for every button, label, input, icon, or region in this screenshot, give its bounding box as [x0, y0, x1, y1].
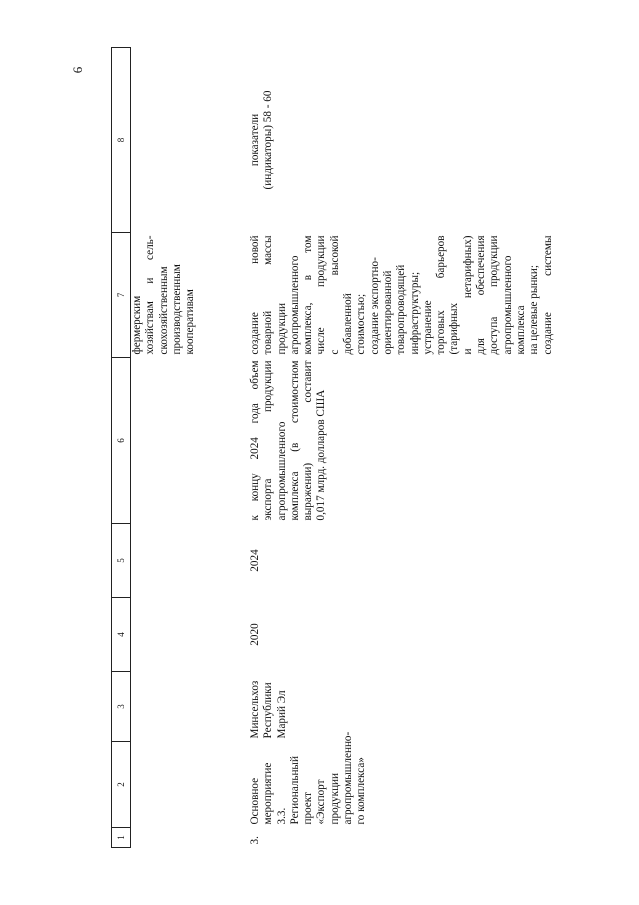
text-line: производственным — [170, 264, 183, 355]
text-line: экспорта продукции — [262, 360, 275, 521]
main-directions-cell — [246, 233, 555, 358]
text-line: создание системы — [541, 235, 554, 355]
text-line: Минсельхоз — [249, 680, 261, 739]
continuation-cell — [131, 233, 247, 358]
text-line: товарной массы — [262, 235, 275, 355]
text-line: для обеспечения — [475, 235, 488, 355]
expected-result-cell — [246, 358, 555, 524]
text-line: с высокой — [328, 235, 341, 355]
text-line: проект «Экспорт — [302, 779, 328, 825]
text-line: комплекса (в стоимостном — [288, 360, 301, 521]
text-line: го комплекса» — [355, 757, 368, 825]
column-number-row — [112, 48, 131, 848]
column-number: 4 — [112, 598, 131, 672]
column-number: 5 — [112, 524, 131, 598]
column-number: 1 — [112, 828, 131, 848]
text-line: кооперативам — [184, 289, 197, 355]
text-line: Марий Эл — [275, 690, 288, 739]
row-number: 3. — [249, 836, 261, 845]
text-line: продукции — [328, 772, 341, 825]
text-line: товаропроводящей — [395, 264, 408, 355]
text-line: агропромышленного — [501, 255, 514, 355]
text-line: агропромышленного — [288, 255, 301, 355]
text-line: продукции — [275, 302, 288, 355]
text-line: (индикаторы) 58 - 60 — [262, 90, 275, 190]
text-line: на целевые рынки; — [528, 265, 541, 355]
column-number: 7 — [112, 233, 131, 358]
text-line: показатели — [249, 113, 261, 167]
text-line: мероприятие 3.3. — [262, 762, 288, 825]
column-number: 3 — [112, 672, 131, 742]
text-line: хозяйствам и сель- — [144, 235, 157, 355]
text-line: устранение — [421, 300, 434, 355]
text-line: Основное — [249, 777, 261, 825]
column-number: 8 — [112, 48, 131, 233]
text-line: агропромышленно- — [342, 731, 355, 825]
start-year-cell: 2020 — [249, 623, 261, 646]
text-line: скохозяйственным — [157, 266, 170, 355]
text-line: доступа продукции — [488, 235, 501, 355]
text-line: Республики — [262, 682, 275, 739]
text-line: к концу 2024 года объем — [249, 360, 261, 521]
text-line: Региональный — [288, 756, 301, 825]
text-line: фермерским — [131, 295, 143, 355]
text-line: и нетарифных) — [461, 235, 474, 355]
text-line: торговых барьеров — [435, 235, 448, 355]
text-line: числе продукции — [315, 235, 328, 355]
table-container — [111, 48, 639, 848]
text-line: инфраструктуры; — [408, 271, 421, 355]
text-line: выражении) составит — [302, 360, 315, 521]
measure-name-cell — [246, 731, 555, 828]
continuation-row — [131, 48, 247, 848]
text-line: 0,017 млрд. долларов США — [315, 389, 328, 521]
executor-cell — [246, 672, 555, 742]
table-row — [246, 48, 555, 848]
column-number: 2 — [112, 742, 131, 828]
page-number: 6 — [70, 66, 85, 74]
indicators-cell — [246, 48, 555, 233]
text-line: стоимостью; — [355, 293, 368, 355]
text-line: комплекса — [514, 305, 527, 355]
text-line: создание экспортно- — [368, 257, 381, 355]
text-line: (тарифных — [448, 302, 461, 355]
text-line: комплекса, в том — [302, 235, 315, 355]
text-line: создание новой — [249, 235, 261, 355]
measures-table — [111, 47, 555, 848]
text-line: добавленной — [342, 293, 355, 355]
text-line: агропромышленного — [275, 421, 288, 521]
text-line: ориентированной — [381, 270, 394, 355]
end-year-cell: 2024 — [249, 549, 261, 572]
column-number: 6 — [112, 358, 131, 524]
